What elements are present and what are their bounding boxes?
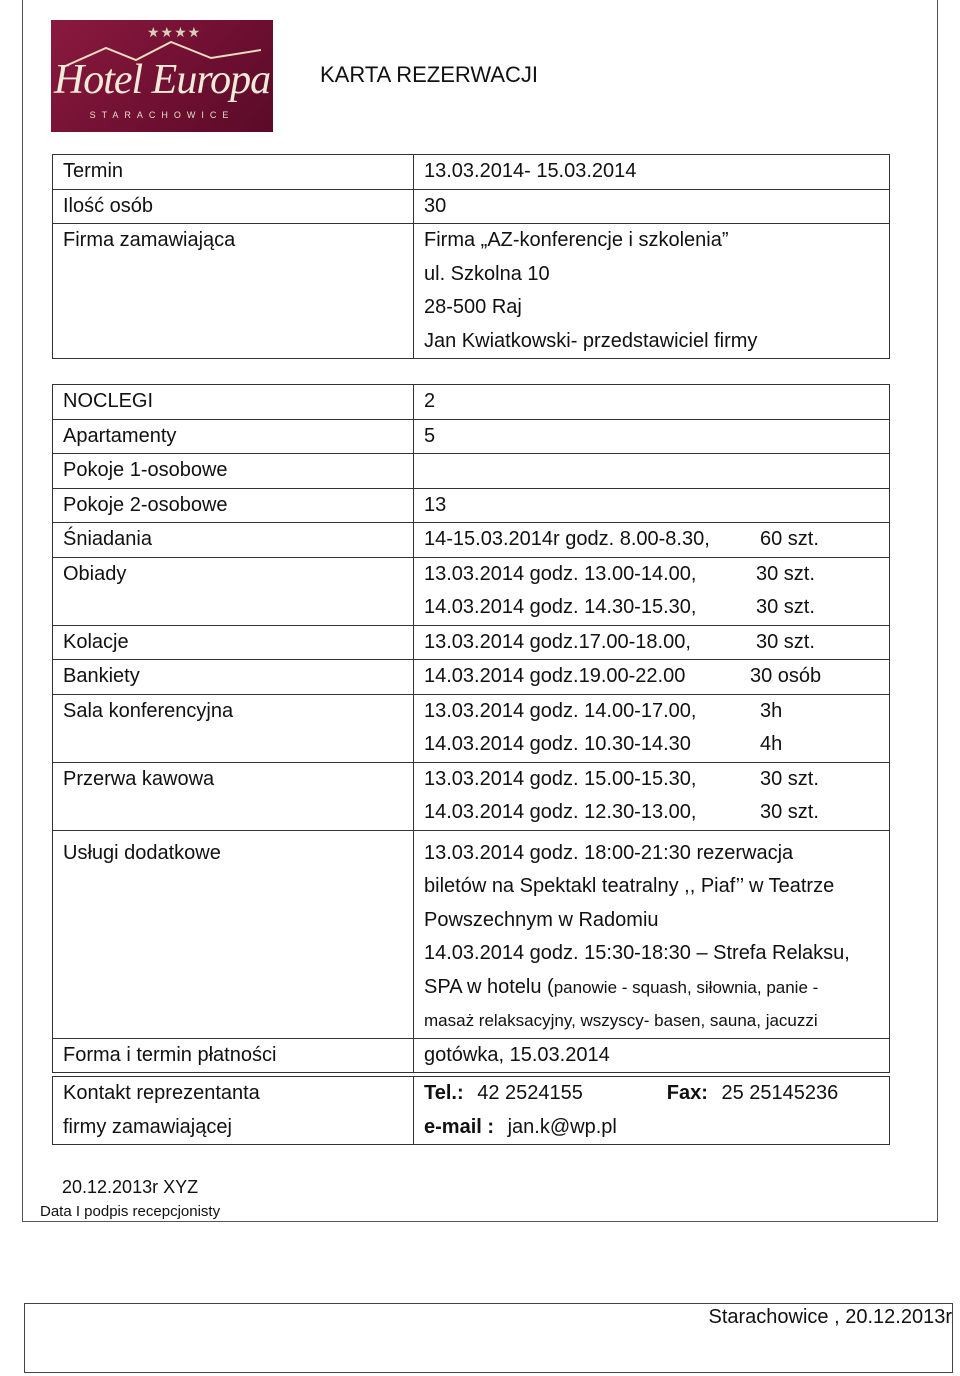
- uslugi-line: 13.03.2014 godz. 18:00-21:30 rezerwacja: [424, 841, 794, 864]
- place-date: Starachowice , 20.12.2013r: [708, 1306, 952, 1328]
- tel-label: Tel.:: [424, 1082, 464, 1104]
- logo-city: STARACHOWICE: [89, 110, 235, 120]
- sala-2-amount: 4h: [760, 733, 783, 755]
- firma-line: Firma „AZ-konferencje i szkolenia”: [424, 229, 729, 251]
- pokoje2-value: 13: [414, 488, 890, 523]
- apartamenty-label: Apartamenty: [53, 419, 414, 454]
- uslugi-line: SPA w hotelu (: [424, 975, 554, 998]
- contact-label: firmy zamawiającej: [63, 1115, 232, 1138]
- firma-value: [414, 224, 890, 359]
- bankiety-value: 14.03.2014 godz.19.00-22.00: [424, 665, 686, 687]
- obiady-1-amount: 30 szt.: [756, 562, 815, 585]
- tel-value: 42 2524155: [477, 1082, 583, 1104]
- noclegi-label: NOCLEGI: [53, 385, 414, 420]
- sala-2: 14.03.2014 godz. 10.30-14.30: [424, 733, 691, 755]
- bankiety-label: Bankiety: [53, 660, 414, 695]
- fax-value: 25 25145236: [721, 1082, 839, 1104]
- uslugi-label: Usługi dodatkowe: [53, 830, 414, 1038]
- hotel-logo: [51, 20, 273, 132]
- document-title: KARTA REZERWACJI: [320, 62, 539, 87]
- platnosc-value: gotówka, 15.03.2014: [414, 1038, 890, 1073]
- termin-value: 13.03.2014- 15.03.2014: [414, 155, 890, 190]
- kolacje-amount: 30 szt.: [756, 630, 815, 653]
- pokoje2-label: Pokoje 2-osobowe: [53, 488, 414, 523]
- uslugi-line: panowie - squash, siłownia, panie -: [553, 977, 819, 997]
- email-value: jan.k@wp.pl: [507, 1115, 617, 1138]
- contact-table: [52, 1076, 890, 1145]
- przerwa-label: Przerwa kawowa: [53, 762, 414, 830]
- row-termin: [53, 155, 890, 190]
- logo-stars: ★★★★: [147, 24, 202, 40]
- firma-line: ul. Szkolna 10: [424, 262, 550, 285]
- apartamenty-value: 5: [414, 419, 890, 454]
- uslugi-line: 14.03.2014 godz. 15:30-18:30 – Strefa Relaksu,: [424, 942, 850, 964]
- osob-label: Ilość osób: [53, 189, 414, 224]
- noclegi-value: 2: [414, 385, 890, 420]
- termin-label: Termin: [53, 155, 414, 190]
- kolacje-label: Kolacje: [53, 625, 414, 660]
- sniadania-value: 14-15.03.2014r godz. 8.00-8.30,: [424, 528, 710, 550]
- footer-date: 20.12.2013r XYZ: [62, 1177, 199, 1197]
- signature-caption: Data I podpis recepcjonisty: [40, 1203, 221, 1220]
- pokoje1-label: Pokoje 1-osobowe: [53, 454, 414, 489]
- przerwa-2-amount: 30 szt.: [760, 801, 819, 823]
- row-osob: [53, 189, 890, 224]
- sniadania-amount: 60 szt.: [760, 528, 819, 550]
- firma-line: 28-500 Raj: [424, 296, 522, 318]
- sala-label: Sala konferencyjna: [53, 694, 414, 762]
- pokoje1-value: [414, 454, 890, 489]
- kolacje-value: 13.03.2014 godz.17.00-18.00,: [424, 630, 691, 653]
- uslugi-line: biletów na Spektakl teatralny ,, Piaf’’ w Teatrze: [424, 875, 835, 897]
- uslugi-line: masaż relaksacyjny, wszyscy- basen, sauna, jacuzzi: [424, 1011, 818, 1030]
- logo-brand: Hotel Europa: [53, 57, 271, 103]
- sala-1: 13.03.2014 godz. 14.00-17.00,: [424, 699, 697, 722]
- row-firma: [53, 224, 890, 359]
- obiady-1: 13.03.2014 godz. 13.00-14.00,: [424, 562, 697, 585]
- obiady-2-amount: 30 szt.: [756, 596, 815, 618]
- booking-table: [52, 154, 890, 359]
- fax-label: Fax:: [666, 1082, 708, 1104]
- osob-value: 30: [414, 189, 890, 224]
- firma-line: Jan Kwiatkowski- przedstawiciel firmy: [424, 329, 758, 352]
- obiady-2: 14.03.2014 godz. 14.30-15.30,: [424, 596, 697, 618]
- obiady-label: Obiady: [53, 557, 414, 625]
- przerwa-1-amount: 30 szt.: [760, 767, 819, 790]
- uslugi-line: Powszechnym w Radomiu: [424, 908, 659, 931]
- sala-1-amount: 3h: [760, 699, 783, 722]
- services-table: [52, 384, 890, 1073]
- przerwa-2: 14.03.2014 godz. 12.30-13.00,: [424, 801, 697, 823]
- sniadania-label: Śniadania: [53, 523, 414, 558]
- firma-label: Firma zamawiająca: [53, 224, 414, 359]
- bankiety-amount: 30 osób: [750, 665, 822, 687]
- email-label: e-mail :: [424, 1115, 495, 1138]
- platnosc-label: Forma i termin płatności: [53, 1038, 414, 1073]
- przerwa-1: 13.03.2014 godz. 15.00-15.30,: [424, 767, 697, 790]
- contact-label: Kontakt reprezentanta: [63, 1082, 260, 1104]
